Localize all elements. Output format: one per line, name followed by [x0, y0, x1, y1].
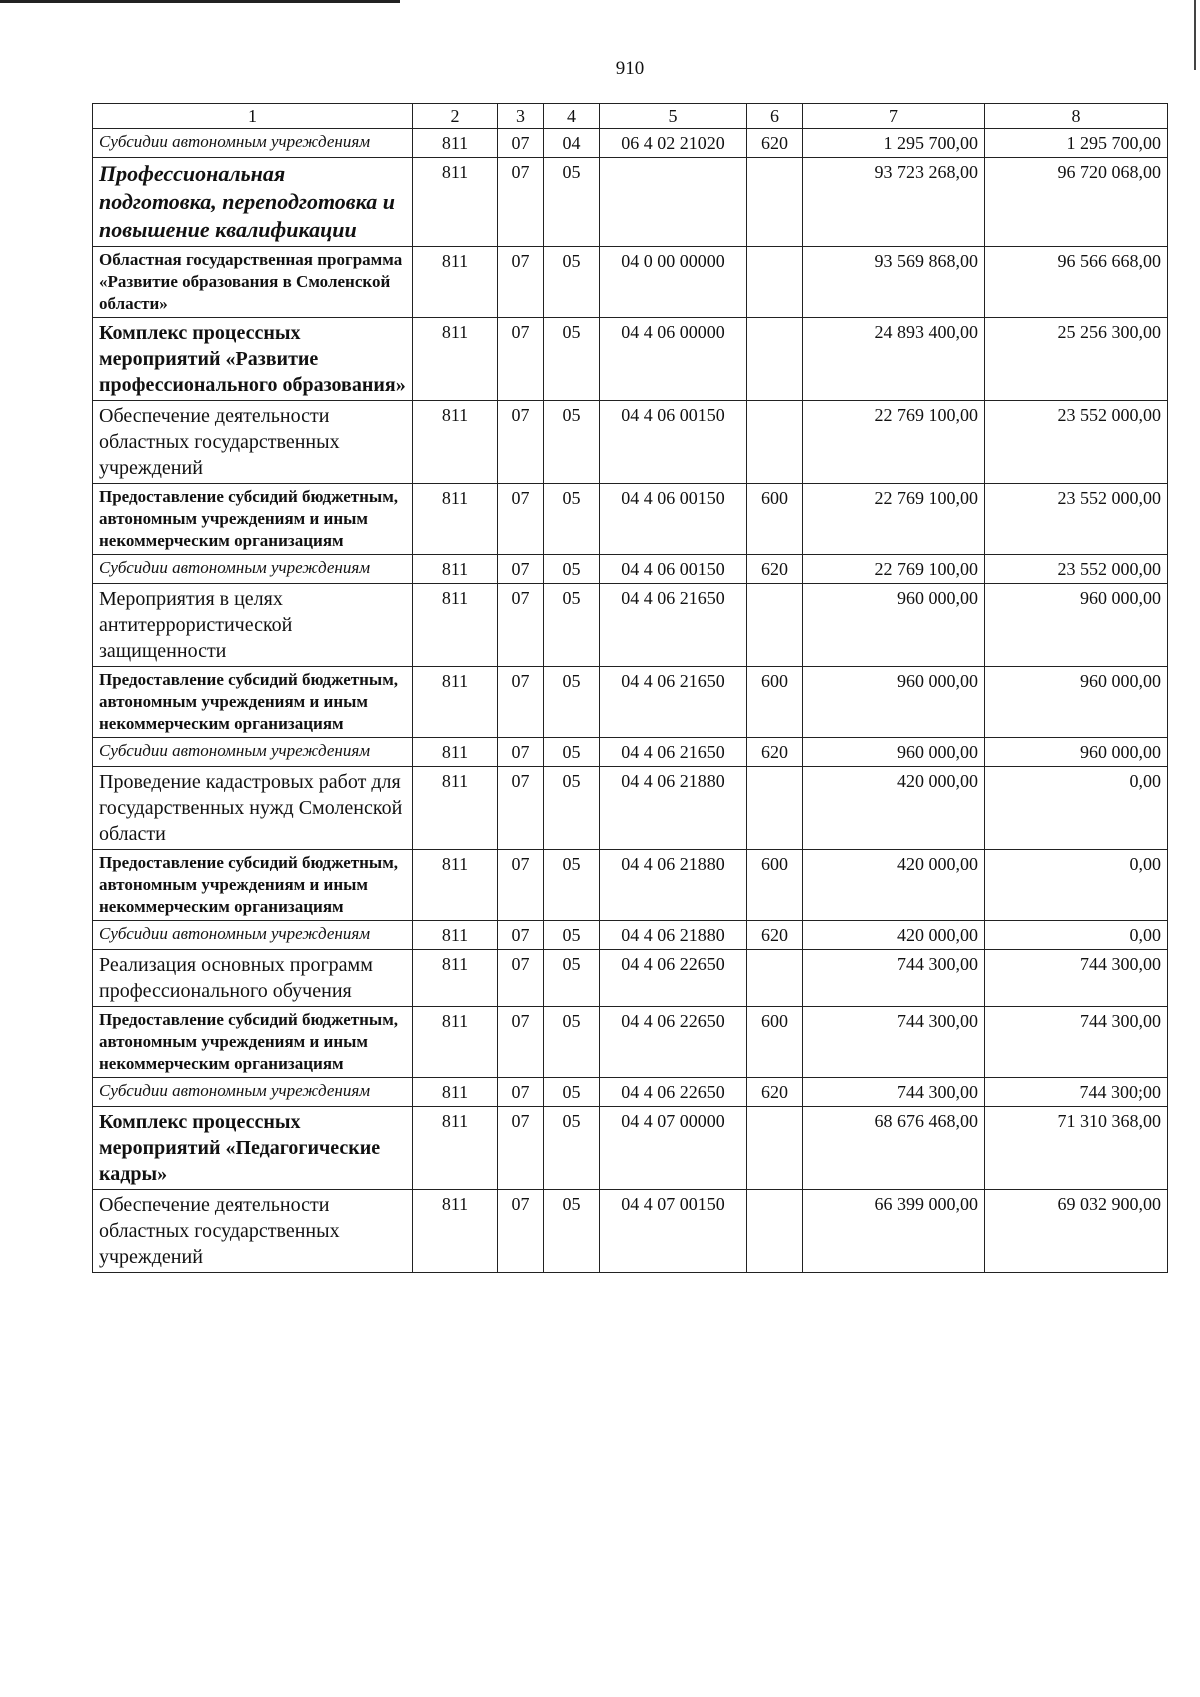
cell-item-name: Реализация основных программ профессионального обучения [93, 950, 413, 1007]
cell-amount-year1: 93 569 868,00 [803, 247, 985, 318]
cell-admin-code: 811 [413, 667, 498, 738]
cell-subsection: 05 [544, 158, 600, 247]
cell-item-name: Субсидии автономным учреждениям [93, 555, 413, 584]
cell-subsection: 05 [544, 767, 600, 850]
cell-section: 07 [498, 158, 544, 247]
cell-target-article: 04 4 06 21880 [600, 850, 747, 921]
cell-section: 07 [498, 484, 544, 555]
cell-amount-year2: 1 295 700,00 [985, 129, 1168, 158]
cell-target-article: 04 4 06 21650 [600, 738, 747, 767]
cell-section: 07 [498, 318, 544, 401]
cell-expense-type: 620 [747, 129, 803, 158]
cell-item-name: Комплекс процессных мероприятий «Педагогические кадры» [93, 1107, 413, 1190]
cell-subsection: 05 [544, 318, 600, 401]
cell-section: 07 [498, 401, 544, 484]
column-header: 2 [413, 104, 498, 129]
cell-subsection: 05 [544, 950, 600, 1007]
cell-target-article: 04 4 06 21880 [600, 767, 747, 850]
cell-subsection: 05 [544, 555, 600, 584]
budget-table [92, 103, 1168, 1273]
cell-amount-year1: 744 300,00 [803, 1007, 985, 1078]
cell-admin-code: 811 [413, 484, 498, 555]
cell-target-article: 04 4 06 21650 [600, 584, 747, 667]
cell-amount-year1: 744 300,00 [803, 1078, 985, 1107]
cell-section: 07 [498, 555, 544, 584]
cell-amount-year1: 744 300,00 [803, 950, 985, 1007]
cell-section: 07 [498, 767, 544, 850]
cell-amount-year1: 66 399 000,00 [803, 1190, 985, 1273]
cell-admin-code: 811 [413, 158, 498, 247]
cell-section: 07 [498, 1190, 544, 1273]
cell-subsection: 05 [544, 738, 600, 767]
cell-amount-year1: 960 000,00 [803, 584, 985, 667]
cell-item-name: Комплекс процессных мероприятий «Развитие профессионального образования» [93, 318, 413, 401]
cell-admin-code: 811 [413, 950, 498, 1007]
cell-subsection: 05 [544, 667, 600, 738]
cell-subsection: 05 [544, 1107, 600, 1190]
cell-admin-code: 811 [413, 1007, 498, 1078]
cell-expense-type [747, 584, 803, 667]
table-row [93, 401, 1168, 484]
cell-expense-type: 620 [747, 738, 803, 767]
cell-admin-code: 811 [413, 850, 498, 921]
cell-target-article: 04 4 06 00150 [600, 484, 747, 555]
cell-subsection: 05 [544, 401, 600, 484]
table-row [93, 921, 1168, 950]
cell-item-name: Субсидии автономным учреждениям [93, 1078, 413, 1107]
cell-amount-year2: 71 310 368,00 [985, 1107, 1168, 1190]
column-header: 8 [985, 104, 1168, 129]
cell-amount-year2: 960 000,00 [985, 667, 1168, 738]
cell-expense-type [747, 318, 803, 401]
cell-target-article: 04 4 06 22650 [600, 950, 747, 1007]
cell-admin-code: 811 [413, 555, 498, 584]
cell-item-name: Субсидии автономным учреждениям [93, 921, 413, 950]
cell-item-name: Обеспечение деятельности областных государственных учреждений [93, 1190, 413, 1273]
cell-admin-code: 811 [413, 921, 498, 950]
table-row [93, 584, 1168, 667]
cell-section: 07 [498, 129, 544, 158]
cell-item-name: Субсидии автономным учреждениям [93, 738, 413, 767]
cell-amount-year1: 420 000,00 [803, 767, 985, 850]
cell-item-name: Предоставление субсидий бюджетным, автономным учреждениям и иным некоммерческим организациям [93, 667, 413, 738]
cell-amount-year1: 1 295 700,00 [803, 129, 985, 158]
cell-expense-type [747, 950, 803, 1007]
cell-item-name: Субсидии автономным учреждениям [93, 129, 413, 158]
cell-item-name: Предоставление субсидий бюджетным, автономным учреждениям и иным некоммерческим организациям [93, 484, 413, 555]
cell-expense-type: 600 [747, 667, 803, 738]
table-row [93, 767, 1168, 850]
cell-target-article: 04 4 07 00150 [600, 1190, 747, 1273]
cell-target-article: 06 4 02 21020 [600, 129, 747, 158]
cell-admin-code: 811 [413, 401, 498, 484]
cell-admin-code: 811 [413, 738, 498, 767]
cell-section: 07 [498, 667, 544, 738]
table-row [93, 1190, 1168, 1273]
cell-amount-year2: 0,00 [985, 850, 1168, 921]
table-row [93, 850, 1168, 921]
cell-amount-year1: 22 769 100,00 [803, 401, 985, 484]
cell-subsection: 05 [544, 1007, 600, 1078]
column-header: 7 [803, 104, 985, 129]
cell-amount-year1: 22 769 100,00 [803, 555, 985, 584]
cell-amount-year2: 23 552 000,00 [985, 555, 1168, 584]
cell-amount-year1: 68 676 468,00 [803, 1107, 985, 1190]
cell-target-article [600, 158, 747, 247]
scan-edge-line [0, 0, 400, 3]
cell-subsection: 05 [544, 921, 600, 950]
cell-subsection: 05 [544, 584, 600, 667]
cell-amount-year1: 420 000,00 [803, 921, 985, 950]
cell-amount-year2: 96 720 068,00 [985, 158, 1168, 247]
cell-amount-year2: 23 552 000,00 [985, 484, 1168, 555]
cell-section: 07 [498, 584, 544, 667]
cell-section: 07 [498, 1007, 544, 1078]
cell-amount-year2: 69 032 900,00 [985, 1190, 1168, 1273]
cell-amount-year1: 22 769 100,00 [803, 484, 985, 555]
cell-expense-type [747, 401, 803, 484]
cell-section: 07 [498, 1078, 544, 1107]
cell-expense-type [747, 158, 803, 247]
cell-admin-code: 811 [413, 129, 498, 158]
cell-expense-type: 600 [747, 484, 803, 555]
cell-amount-year1: 960 000,00 [803, 667, 985, 738]
cell-amount-year2: 0,00 [985, 921, 1168, 950]
table-row [93, 555, 1168, 584]
cell-amount-year2: 23 552 000,00 [985, 401, 1168, 484]
cell-target-article: 04 4 06 22650 [600, 1078, 747, 1107]
cell-amount-year2: 960 000,00 [985, 738, 1168, 767]
cell-admin-code: 811 [413, 247, 498, 318]
cell-amount-year1: 420 000,00 [803, 850, 985, 921]
cell-admin-code: 811 [413, 1190, 498, 1273]
cell-section: 07 [498, 247, 544, 318]
cell-target-article: 04 4 06 00150 [600, 555, 747, 584]
column-header: 4 [544, 104, 600, 129]
cell-section: 07 [498, 921, 544, 950]
cell-item-name: Предоставление субсидий бюджетным, автономным учреждениям и иным некоммерческим организациям [93, 1007, 413, 1078]
table-row [93, 1107, 1168, 1190]
cell-subsection: 05 [544, 484, 600, 555]
page-number: 910 [615, 58, 645, 79]
cell-subsection: 05 [544, 247, 600, 318]
cell-expense-type: 620 [747, 921, 803, 950]
cell-expense-type [747, 1107, 803, 1190]
cell-admin-code: 811 [413, 767, 498, 850]
cell-admin-code: 811 [413, 584, 498, 667]
cell-subsection: 05 [544, 1078, 600, 1107]
cell-subsection: 05 [544, 1190, 600, 1273]
cell-expense-type [747, 1190, 803, 1273]
column-header: 3 [498, 104, 544, 129]
table-row [93, 158, 1168, 247]
column-header: 5 [600, 104, 747, 129]
cell-amount-year2: 25 256 300,00 [985, 318, 1168, 401]
cell-amount-year2: 960 000,00 [985, 584, 1168, 667]
cell-item-name: Профессиональная подготовка, переподготовка и повышение квалификации [93, 158, 413, 247]
cell-target-article: 04 4 06 21880 [600, 921, 747, 950]
cell-expense-type: 600 [747, 850, 803, 921]
cell-amount-year2: 744 300,00 [985, 1007, 1168, 1078]
cell-subsection: 05 [544, 850, 600, 921]
cell-amount-year1: 24 893 400,00 [803, 318, 985, 401]
table-header-row [93, 104, 1168, 129]
cell-amount-year1: 93 723 268,00 [803, 158, 985, 247]
table-row [93, 247, 1168, 318]
column-header: 1 [93, 104, 413, 129]
cell-item-name: Областная государственная программа «Развитие образования в Смоленской области» [93, 247, 413, 318]
cell-admin-code: 811 [413, 1107, 498, 1190]
cell-expense-type: 600 [747, 1007, 803, 1078]
table-row [93, 667, 1168, 738]
cell-amount-year2: 744 300;00 [985, 1078, 1168, 1107]
cell-target-article: 04 4 06 00000 [600, 318, 747, 401]
cell-target-article: 04 4 06 00150 [600, 401, 747, 484]
table-row [93, 129, 1168, 158]
cell-section: 07 [498, 850, 544, 921]
cell-item-name: Проведение кадастровых работ для государственных нужд Смоленской области [93, 767, 413, 850]
cell-section: 07 [498, 738, 544, 767]
cell-expense-type [747, 247, 803, 318]
cell-target-article: 04 4 07 00000 [600, 1107, 747, 1190]
table-row [93, 1078, 1168, 1107]
cell-amount-year2: 0,00 [985, 767, 1168, 850]
cell-amount-year2: 96 566 668,00 [985, 247, 1168, 318]
cell-expense-type [747, 767, 803, 850]
cell-item-name: Обеспечение деятельности областных государственных учреждений [93, 401, 413, 484]
cell-expense-type: 620 [747, 1078, 803, 1107]
column-header: 6 [747, 104, 803, 129]
cell-target-article: 04 4 06 22650 [600, 1007, 747, 1078]
cell-admin-code: 811 [413, 1078, 498, 1107]
cell-section: 07 [498, 950, 544, 1007]
cell-target-article: 04 4 06 21650 [600, 667, 747, 738]
table-row [93, 1007, 1168, 1078]
table-row [93, 738, 1168, 767]
cell-expense-type: 620 [747, 555, 803, 584]
cell-target-article: 04 0 00 00000 [600, 247, 747, 318]
cell-admin-code: 811 [413, 318, 498, 401]
cell-amount-year1: 960 000,00 [803, 738, 985, 767]
table-row [93, 318, 1168, 401]
cell-subsection: 04 [544, 129, 600, 158]
cell-section: 07 [498, 1107, 544, 1190]
table-row [93, 484, 1168, 555]
cell-item-name: Предоставление субсидий бюджетным, автономным учреждениям и иным некоммерческим организациям [93, 850, 413, 921]
cell-amount-year2: 744 300,00 [985, 950, 1168, 1007]
table-row [93, 950, 1168, 1007]
cell-item-name: Мероприятия в целях антитеррористической защищенности [93, 584, 413, 667]
